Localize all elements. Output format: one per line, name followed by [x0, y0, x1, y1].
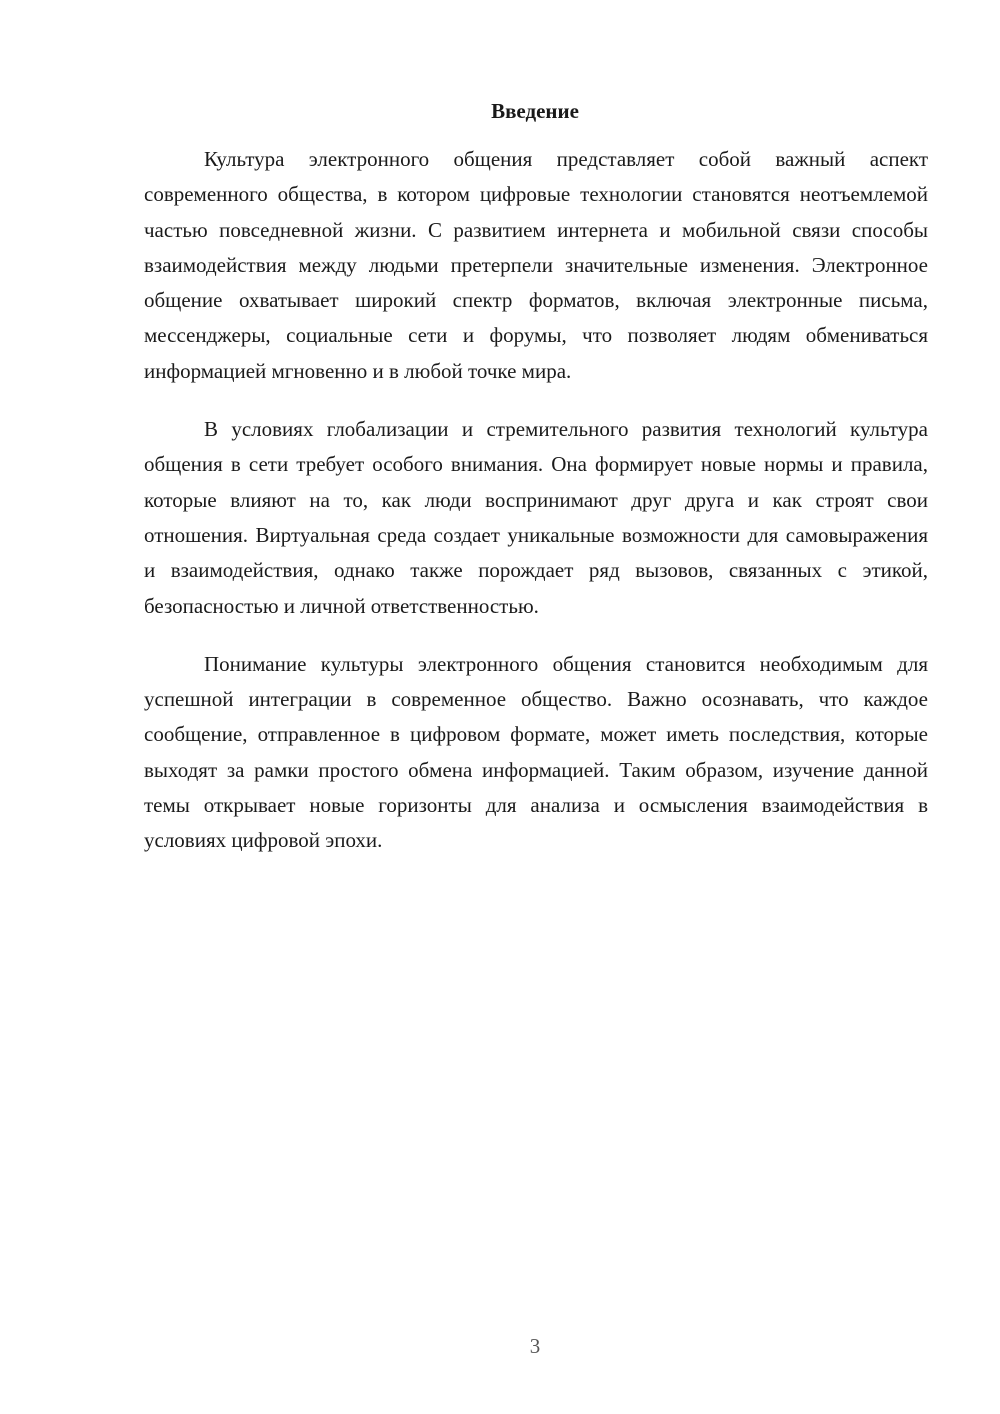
page-number: 3 — [529, 1334, 541, 1358]
page-title: Введение — [491, 99, 579, 123]
paragraph-3: Понимание культуры электронного общения становится необходимым для успешной интеграции в современное общество. Важно осознавать, что каждое сообщение, отправленное в цифровом формате, может иметь последствия, которые выходят за рамки простого обмена информацией. Таким образом, изучение данной темы открывает новые горизонты для анализа и осмысления взаимодействия в условиях цифровой эпохи. — [144, 651, 928, 853]
paragraph-2: В условиях глобализации и стремительного развития технологий культура общения в сети требует особого внимания. Она формирует новые нормы и правила, которые влияют на то, как люди воспринимают друг друга и как строят свои отношения. Виртуальная среда создает уникальные возможности для самовыражения и взаимодействия, однако также порождает ряд вызовов, связанных с этикой, безопасностью и личной ответственностью. — [144, 417, 928, 618]
paragraph-1: Культура электронного общения представляет собой важный аспект современного общества, в котором цифровые технологии становятся неотъемлемой частью повседневной жизни. С развитием интернета и мобильной связи способы взаимодействия между людьми претерпели значительные изменения. Электронное общение охватывает широкий спектр форматов, включая электронные письма, мессенджеры, социальные сети и форумы, что позволяет людям обмениваться информацией мгновенно и в любой точке мира. — [144, 147, 928, 383]
body-text — [144, 142, 928, 882]
